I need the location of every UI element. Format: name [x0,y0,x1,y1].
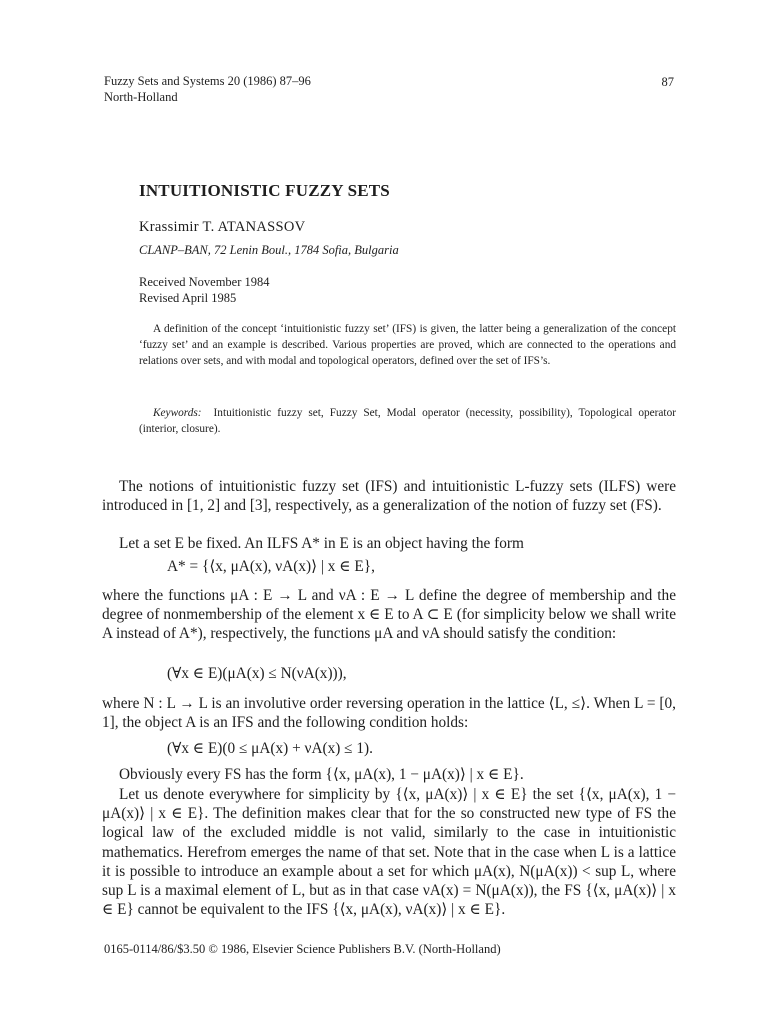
page-number: 87 [661,75,674,89]
body-paragraph-2: Let a set E be fixed. An ILFS A* in E is an object having the form [119,535,524,552]
equation-condition: (∀x ∈ E)(μA(x) ≤ N(νA(x))), [167,665,347,682]
publisher-name: North-Holland [104,90,178,104]
body-paragraph-3: where the functions μA : E → L and νA : E → L define the degree of membership and the degree of nonmembership of the element x ∈ E to A ⊂ E (for simplicity below we shall write A instead of A*), respectively, the functions μA and νA should satisfy the condition: [102,587,676,643]
abstract-text: A definition of the concept ‘intuitionistic fuzzy set’ (IFS) is given, the latter being a generalization of the concept ‘fuzzy set’ and an example is described. Various properties are proved, which are connected to the operations and relations over sets, and with modal and topological operators, defined over the set of IFS’s. [139,323,676,367]
copyright-footer: 0165-0114/86/$3.50 © 1986, Elsevier Science Publishers B.V. (North-Holland) [104,942,501,956]
keywords-text: Intuitionistic fuzzy set, Fuzzy Set, Modal operator (necessity, possibility), Topological operator (interior, closure). [139,407,676,435]
equation-ilfs-definition: A* = {⟨x, μA(x), νA(x)⟩ | x ∈ E}, [167,558,375,575]
keywords-label: Keywords: [153,407,202,419]
body-paragraph-5: Obviously every FS has the form {⟨x, μA(x), 1 − μA(x)⟩ | x ∈ E}. [119,766,524,783]
revised-date: Revised April 1985 [139,291,237,305]
body-paragraph-4: where N : L → L is an involutive order reversing operation in the lattice ⟨L, ≤⟩. When L = [0, 1], the object A is an IFS and the following condition holds: [102,695,676,732]
journal-citation: Fuzzy Sets and Systems 20 (1986) 87–96 [104,74,311,88]
received-date: Received November 1984 [139,275,270,289]
body-paragraph-6: Let us denote everywhere for simplicity by {⟨x, μA(x)⟩ | x ∈ E} the set {⟨x, μA(x), 1 − μA(x)⟩ | x ∈ E}. The definition makes clear that for the so constructed new type of FS the logical law of the excluded middle is not valid, similarly to the case in intuitionistic mathematics. Herefrom emerges the name of that set. Note that in the case when L is a lattice it is possible to introduce an example about a set for which μA(x), N(μA(x)) < sup L, where sup L is a maximal element of L, but as in that case νA(x) = N(μA(x)), the FS {⟨x, μA(x)⟩ | x ∈ E} cannot be equivalent to the IFS {⟨x, μA(x), νA(x)⟩ | x ∈ E}. [102,786,676,919]
body-paragraph-1: The notions of intuitionistic fuzzy set (IFS) and intuitionistic L-fuzzy sets (ILFS) were introduced in [1, 2] and [3], respectively, as a generalization of the notion of fuzzy set (FS). [102,478,676,515]
author-name: Krassimir T. ATANASSOV [139,219,306,235]
author-affiliation: CLANP–BAN, 72 Lenin Boul., 1784 Sofia, Bulgaria [139,243,399,257]
keywords [139,405,676,437]
abstract [139,321,676,369]
equation-ifs-condition: (∀x ∈ E)(0 ≤ μA(x) + νA(x) ≤ 1). [167,740,373,757]
article-title: INTUITIONISTIC FUZZY SETS [139,181,390,200]
